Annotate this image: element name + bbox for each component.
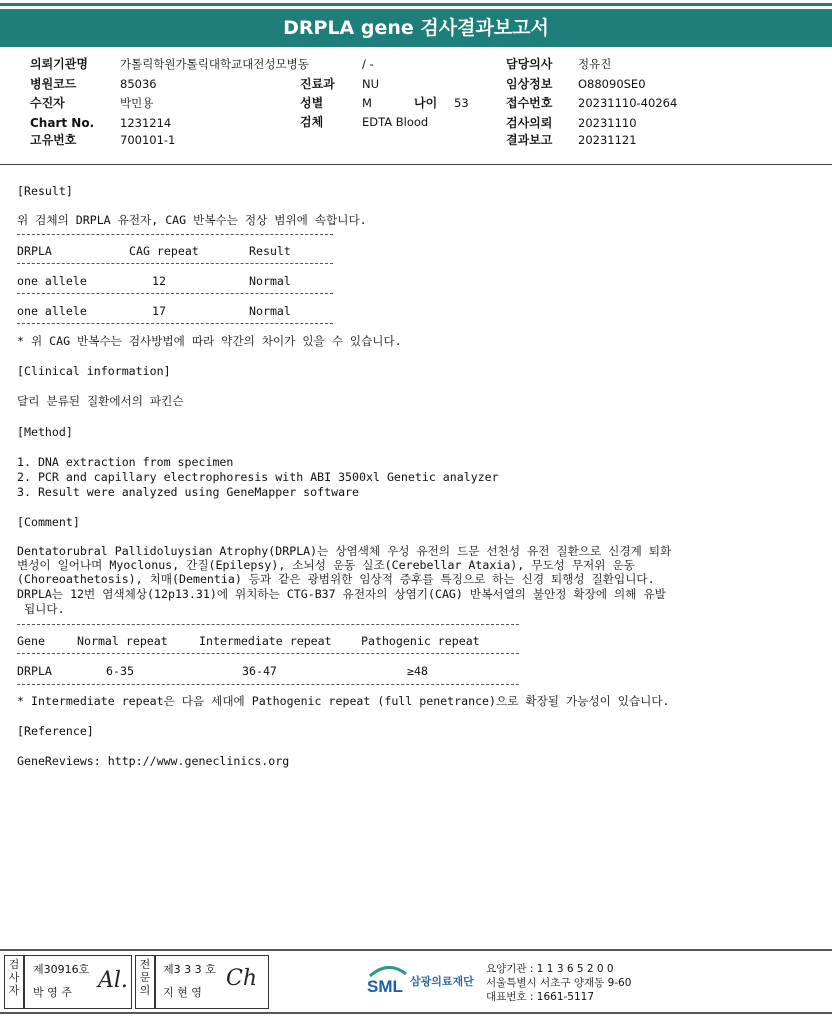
reviewer-signature: Ch [226,966,258,991]
reference-heading: [Reference] [17,724,94,738]
result-row2-allele: one allele [17,304,87,318]
sex: M [362,96,372,110]
result-row1-cag: 12 [152,274,166,288]
comment-line-2: 변성이 일어나며 Myoclonus, 간질(Epilepsy), 소뇌성 운동 실조(Cerebellar Ataxia), 무도성 무저위 운동 [17,558,635,572]
care-code: 요양기관 : 1 1 3 6 5 2 0 0 [486,963,614,975]
repeat-row-pathogenic: ≥48 [407,664,428,678]
dashed-rule [17,323,333,324]
hospital-code-label: 병원코드 [30,77,77,91]
repeat-row-intermediate: 36-47 [242,664,277,678]
result-report-label: 결과보고 [506,133,553,147]
result-col-drpla: DRPLA [17,244,52,258]
specimen: EDTA Blood [362,115,429,129]
requesting-institution-label: 의뢰기관명 [30,57,88,71]
result-row1-result: Normal [249,274,291,288]
top-accent-line [0,3,832,6]
result-row2-result: Normal [249,304,291,318]
header-divider [0,164,832,165]
repeat-col-pathogenic: Pathogenic repeat [361,634,480,648]
dashed-rule [17,624,519,625]
receipt-no-label: 접수번호 [506,96,553,110]
repeat-row-normal: 6-35 [106,664,134,678]
result-row2-cag: 17 [152,304,166,318]
hospital-code: 85036 [120,77,157,91]
dashed-rule [17,684,519,685]
dashed-rule [17,653,519,654]
patient-name: 박민용 [120,96,154,110]
age: 53 [454,96,469,110]
repeat-col-normal: Normal repeat [77,634,168,648]
org-name: 삼광의료재단 [410,975,474,988]
reviewer-license: 제3 3 3 호 [163,963,216,976]
unique-no-label: 고유번호 [30,133,77,147]
clinical-info-label: 임상정보 [506,77,553,91]
clinical-info: O88090SE0 [578,77,646,91]
physician: 정유진 [578,57,612,71]
sml-logo-icon [366,962,410,998]
examiner-name: 박 영 주 [33,986,72,999]
comment-note: * Intermediate repeat은 다음 세대에 Pathogenic repeat (full penetrance)으로 확장될 가능성이 있습니다. [17,694,670,708]
comment-line-5: 됩니다. [17,602,65,616]
result-heading: [Result] [17,184,73,198]
result-col-cag: CAG repeat [129,244,199,258]
report-title: DRPLA gene 검사결과보고서 [0,9,832,47]
examiner-signature: Al. [98,968,128,993]
address: 서울특별시 서초구 양재동 9-60 [486,977,632,989]
comment-line-4: DRPLA는 12번 염색체상(12p13.31)에 위치하는 CTG-B37 유전자의 상염기(CAG) 반복서열의 불안정 확장에 의해 유발 [17,587,666,601]
age-label: 나이 [414,96,438,110]
dashed-rule [17,293,333,294]
repeat-col-gene: Gene [17,634,45,648]
chart-no: 1231214 [120,116,172,130]
result-col-result: Result [249,244,291,258]
comment-heading: [Comment] [17,515,80,529]
requesting-institution: 가톨릭학원가톨릭대학교대전성모병동 [120,57,309,71]
method-heading: [Method] [17,425,73,439]
footer-bottom-rule [0,1012,832,1014]
clinical-text: 달리 분류된 질환에서의 파킨슨 [17,394,184,408]
sex-label: 성별 [300,96,324,110]
physician-label: 담당의사 [506,57,553,71]
specimen-label: 검체 [300,115,324,129]
method-step-3: 3. Result were analyzed using GeneMapper software [17,485,360,499]
patient-label: 수진자 [30,96,65,110]
footer-top-rule [0,949,832,951]
clinical-heading: [Clinical information] [17,364,171,378]
dashed-rule [17,263,333,264]
examiner-vertical-label: 검 사 자 [4,955,24,1009]
receipt-no: 20231110-40264 [578,96,678,110]
dashed-rule [17,234,333,235]
test-request-label: 검사의뢰 [506,116,553,130]
test-request-date: 20231110 [578,116,637,130]
result-summary: 위 검체의 DRPLA 유전자, CAG 반복수는 정상 범위에 속합니다. [17,213,367,227]
result-row1-allele: one allele [17,274,87,288]
result-report-date: 20231121 [578,133,637,147]
phone: 대표번호 : 1661-5117 [486,991,595,1003]
repeat-col-intermediate: Intermediate repeat [199,634,332,648]
unique-no: 700101-1 [120,133,176,147]
comment-line-3: (Choreoathetosis), 치매(Dementia) 등과 같은 광범위한 임상적 증후를 특징으로 하는 신경 퇴행성 질환입니다. [17,572,655,586]
reviewer-vertical-label: 전 문 의 [135,955,155,1009]
result-note: * 위 CAG 반복수는 검사방법에 따라 약간의 차이가 있을 수 있습니다. [17,334,402,348]
chart-no-label: Chart No. [30,116,95,130]
examiner-license: 제30916호 [33,963,90,976]
department: NU [362,77,380,91]
institution-slash: / - [362,57,374,71]
repeat-row-gene: DRPLA [17,664,52,678]
department-label: 진료과 [300,77,335,91]
method-step-2: 2. PCR and capillary electrophoresis with ABI 3500xl Genetic analyzer [17,470,499,484]
sml-logo-text: SML [367,977,403,996]
reference-link[interactable]: GeneReviews: http://www.geneclinics.org [17,754,290,768]
reviewer-name: 지 현 영 [163,986,202,999]
comment-line-1: Dentatorubral Pallidoluysian Atrophy(DRPLA)는 상염색체 우성 유전의 드문 선천성 유전 질환으로 신경계 퇴화 [17,544,672,558]
method-step-1: 1. DNA extraction from specimen [17,455,234,469]
